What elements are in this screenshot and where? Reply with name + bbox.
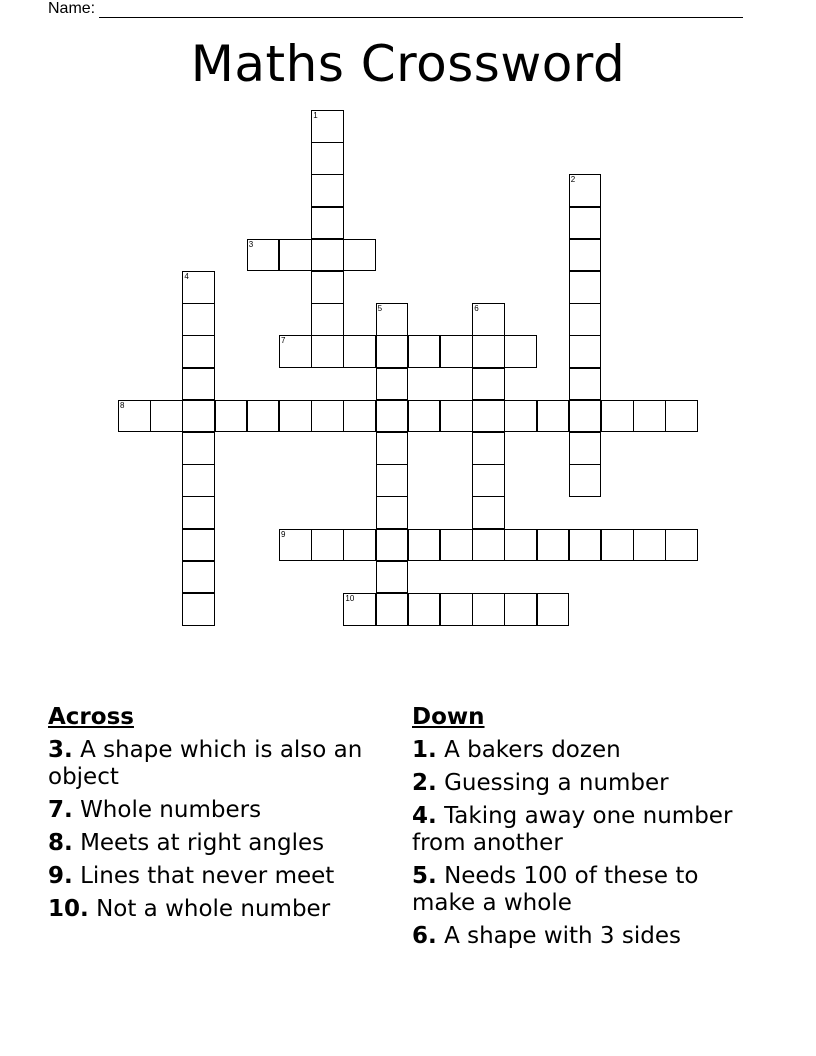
grid-cell[interactable]	[343, 529, 376, 562]
grid-cell[interactable]	[665, 529, 698, 562]
across-heading: Across	[48, 704, 134, 730]
clue-number: 5	[377, 304, 383, 314]
grid-cell[interactable]	[504, 593, 537, 626]
clue-number: 4	[184, 272, 189, 281]
clue-down: 1. A bakers dozen	[412, 737, 621, 763]
grid-cell[interactable]	[537, 593, 570, 626]
grid-cell[interactable]	[633, 529, 666, 562]
grid-cell[interactable]	[311, 142, 344, 175]
clue-down: 5. Needs 100 of these to make a whole	[412, 863, 699, 916]
grid-cell[interactable]	[376, 561, 409, 594]
clue-down: 4. Taking away one number from another	[412, 803, 733, 856]
grid-cell[interactable]	[279, 400, 312, 433]
grid-cell[interactable]	[343, 593, 376, 626]
grid-cell[interactable]	[182, 271, 215, 304]
grid-cell[interactable]	[182, 496, 215, 529]
clue-number: 6	[474, 304, 479, 314]
down-heading: Down	[412, 704, 485, 730]
grid-cell[interactable]	[440, 400, 473, 433]
grid-cell[interactable]	[569, 174, 602, 207]
clue-number: 1	[313, 111, 318, 120]
grid-cell[interactable]	[408, 400, 441, 433]
grid-cell[interactable]	[311, 271, 344, 304]
across-clues	[48, 703, 378, 929]
grid-cell[interactable]	[537, 529, 570, 562]
grid-cell[interactable]	[472, 368, 505, 401]
clue-across: 8. Meets at right angles	[48, 830, 325, 856]
clue-number: 7	[281, 336, 286, 346]
grid-cell[interactable]	[182, 561, 215, 594]
grid-cell[interactable]	[569, 529, 602, 562]
grid-cell[interactable]	[311, 529, 344, 562]
grid-cell[interactable]	[472, 335, 505, 368]
grid-cell[interactable]	[472, 529, 505, 562]
grid-cell[interactable]	[569, 368, 602, 401]
grid-cell[interactable]	[311, 174, 344, 207]
grid-cell[interactable]	[311, 335, 344, 368]
page-title: Maths Crossword	[190, 35, 626, 93]
grid-cell[interactable]	[569, 271, 602, 304]
grid-cell[interactable]	[504, 529, 537, 562]
grid-cell[interactable]	[279, 239, 312, 272]
grid-cell[interactable]	[569, 400, 602, 433]
grid-cell[interactable]	[408, 335, 441, 368]
grid-cell[interactable]	[569, 432, 602, 465]
grid-cell[interactable]	[504, 400, 537, 433]
grid-cell[interactable]	[665, 400, 698, 433]
grid-cell[interactable]	[182, 368, 215, 401]
clue-across: 7. Whole numbers	[48, 797, 262, 823]
grid-cell[interactable]	[440, 335, 473, 368]
grid-cell[interactable]	[311, 400, 344, 433]
clue-number: 3	[248, 239, 254, 249]
grid-cell[interactable]	[343, 400, 376, 433]
grid-cell[interactable]	[182, 335, 215, 368]
grid-cell[interactable]	[279, 529, 312, 562]
grid-cell[interactable]	[182, 464, 215, 497]
clue-number: 8	[120, 400, 125, 410]
grid-cell[interactable]	[150, 400, 183, 433]
grid-cell[interactable]	[601, 400, 634, 433]
grid-cell[interactable]	[569, 239, 602, 272]
grid-cell[interactable]	[343, 335, 376, 368]
grid-cell[interactable]	[376, 593, 409, 626]
grid-cell[interactable]	[215, 400, 248, 433]
grid-cell[interactable]	[182, 529, 215, 562]
grid-cell[interactable]	[472, 303, 505, 336]
grid-cell[interactable]	[569, 464, 602, 497]
grid-cell[interactable]	[182, 303, 215, 336]
grid-cell[interactable]	[569, 303, 602, 336]
grid-cell[interactable]	[472, 593, 505, 626]
clue-down: 2. Guessing a number	[412, 770, 669, 796]
grid-cell[interactable]	[182, 432, 215, 465]
grid-cell[interactable]	[472, 496, 505, 529]
grid-cell[interactable]	[376, 464, 409, 497]
grid-cell[interactable]	[440, 529, 473, 562]
grid-cell[interactable]	[311, 239, 344, 272]
grid-cell[interactable]	[376, 400, 409, 433]
grid-cell[interactable]	[376, 303, 409, 336]
clue-across: 3. A shape which is also an object	[48, 737, 363, 790]
down-clues	[412, 703, 752, 956]
grid-cell[interactable]	[472, 464, 505, 497]
grid-cell[interactable]	[504, 335, 537, 368]
grid-cell[interactable]	[569, 207, 602, 240]
grid-cell[interactable]	[376, 529, 409, 562]
grid-cell[interactable]	[376, 432, 409, 465]
grid-cell[interactable]	[311, 303, 344, 336]
grid-cell[interactable]	[118, 400, 151, 433]
grid-cell[interactable]	[182, 400, 215, 433]
grid-cell[interactable]	[311, 110, 344, 143]
grid-cell[interactable]	[182, 593, 215, 626]
grid-cell[interactable]	[247, 239, 280, 272]
clue-across: 9. Lines that never meet	[48, 863, 335, 889]
grid-cell[interactable]	[343, 239, 376, 272]
grid-cell[interactable]	[247, 400, 280, 433]
grid-cell[interactable]	[311, 207, 344, 240]
grid-cell[interactable]	[440, 593, 473, 626]
clue-number: 9	[281, 529, 286, 539]
grid-cell[interactable]	[472, 400, 505, 433]
clue-number: 2	[570, 175, 576, 185]
clue-across: 10. Not a whole number	[48, 896, 331, 922]
grid-cell[interactable]	[472, 432, 505, 465]
grid-cell[interactable]	[376, 335, 409, 368]
grid-cell[interactable]	[408, 529, 441, 562]
grid-cell[interactable]	[279, 335, 312, 368]
name-label: Name:	[48, 0, 96, 17]
clue-down: 6. A shape with 3 sides	[412, 923, 681, 949]
grid-cell[interactable]	[408, 593, 441, 626]
grid-cell[interactable]	[569, 335, 602, 368]
grid-cell[interactable]	[633, 400, 666, 433]
grid-cell[interactable]	[537, 400, 570, 433]
grid-cell[interactable]	[601, 529, 634, 562]
clue-number: 10	[345, 594, 355, 603]
grid-cell[interactable]	[376, 496, 409, 529]
grid-cell[interactable]	[376, 368, 409, 401]
